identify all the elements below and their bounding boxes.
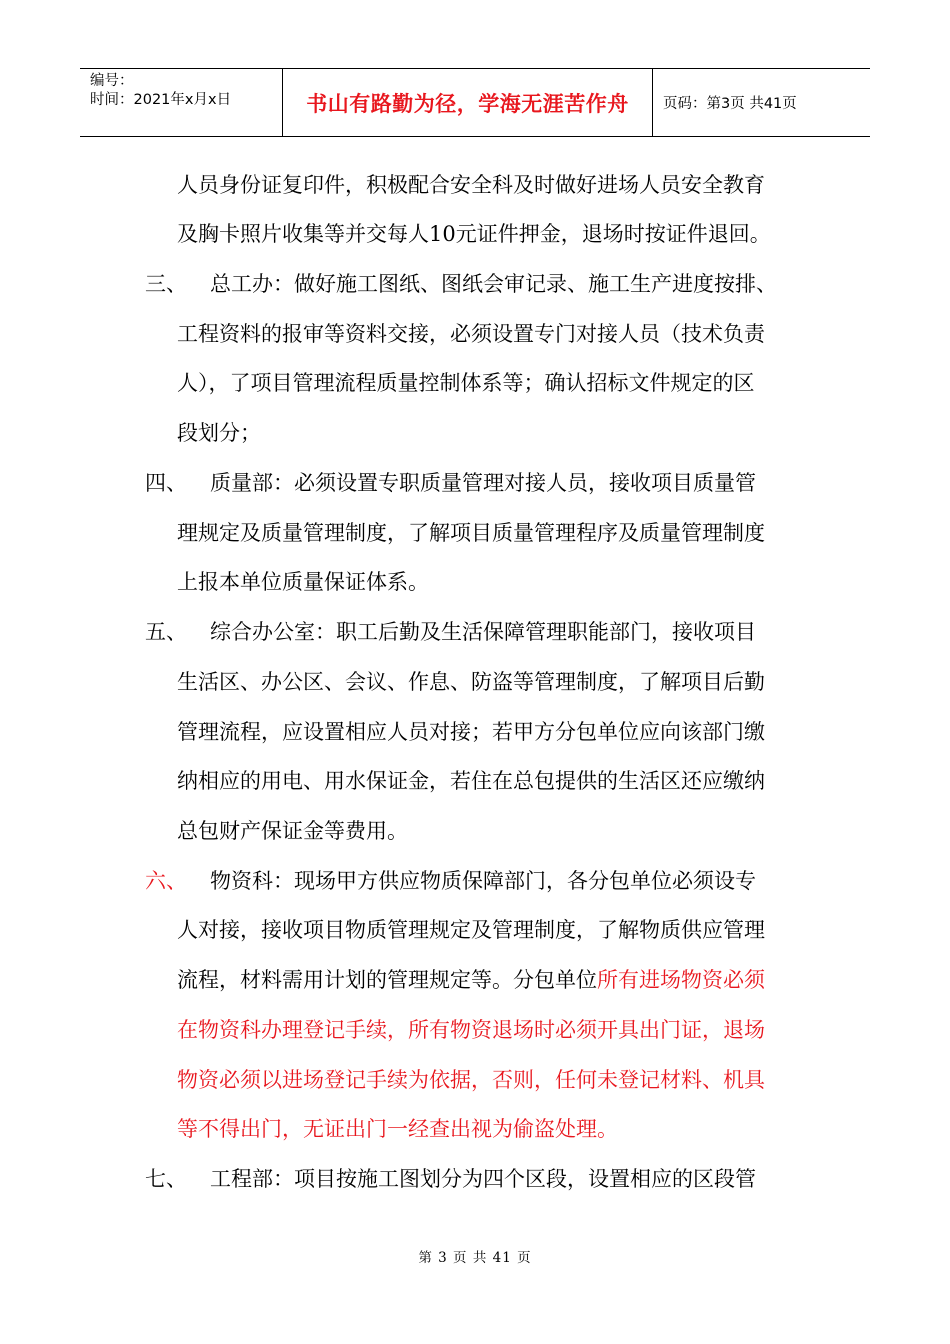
header-meta	[80, 69, 283, 136]
body-line-highlight: 在物资科办理登记手续，所有物资退场时必须开具出门证，退场	[177, 1018, 765, 1042]
body-line: 人对接，接收项目物质管理规定及管理制度，了解物质供应管理	[177, 918, 765, 942]
body-line: 及胸卡照片收集等并交每人10元证件押金，退场时按证件退回。	[177, 222, 771, 246]
document-number-label: 编号：	[90, 73, 134, 89]
body-line: 段划分；	[177, 421, 261, 445]
section-number-3: 三、	[145, 272, 187, 296]
body-line: 质量部：必须设置专职质量管理对接人员，接收项目质量管	[210, 471, 756, 495]
body-line-highlight: 等不得出门，无证出门一经查出视为偷盗处理。	[177, 1117, 618, 1141]
body-line: 工程资料的报审等资料交接，必须设置专门对接人员（技术负责	[177, 322, 765, 346]
body-line: 总工办：做好施工图纸、图纸会审记录、施工生产进度按排、	[210, 272, 777, 296]
body-text-highlight: 所有进场物资必须	[597, 968, 765, 992]
body-text-black: 流程，材料需用计划的管理规定等。分包单位	[177, 968, 597, 992]
body-line: 上报本单位质量保证体系。	[177, 570, 429, 594]
body-line: 管理流程，应设置相应人员对接；若甲方分包单位应向该部门缴	[177, 720, 765, 744]
body-line: 生活区、办公区、会议、作息、防盗等管理制度，了解项目后勤	[177, 670, 765, 694]
body-line-highlight: 物资必须以进场登记手续为依据，否则，任何未登记材料、机具	[177, 1068, 765, 1092]
body-line: 纳相应的用电、用水保证金，若住在总包提供的生活区还应缴纳	[177, 769, 765, 793]
document-date-label: 时间：2021年x月x日	[90, 92, 232, 108]
body-line: 人），了项目管理流程质量控制体系等；确认招标文件规定的区	[177, 371, 755, 395]
body-line: 综合办公室：职工后勤及生活保障管理职能部门，接收项目	[210, 620, 756, 644]
section-number-5: 五、	[145, 620, 187, 644]
body-line: 工程部：项目按施工图划分为四个区段，设置相应的区段管	[210, 1167, 756, 1191]
section-number-4: 四、	[145, 471, 187, 495]
section-number-6: 六、	[145, 869, 187, 893]
header-motto: 书山有路勤为径，学海无涯苦作舟	[283, 69, 653, 136]
body-line-mixed	[177, 955, 817, 1005]
page-header	[80, 68, 870, 137]
body-line: 人员身份证复印件，积极配合安全科及时做好进场人员安全教育	[177, 173, 765, 197]
body-line: 物资科：现场甲方供应物质保障部门，各分包单位必须设专	[210, 869, 756, 893]
body-line: 理规定及质量管理制度，了解项目质量管理程序及质量管理制度	[177, 521, 765, 545]
page-footer: 第 3 页 共 41 页	[418, 1250, 532, 1266]
header-page-number: 页码：第3页 共41页	[663, 96, 797, 112]
section-number-7: 七、	[145, 1167, 187, 1191]
body-line: 总包财产保证金等费用。	[177, 819, 408, 843]
